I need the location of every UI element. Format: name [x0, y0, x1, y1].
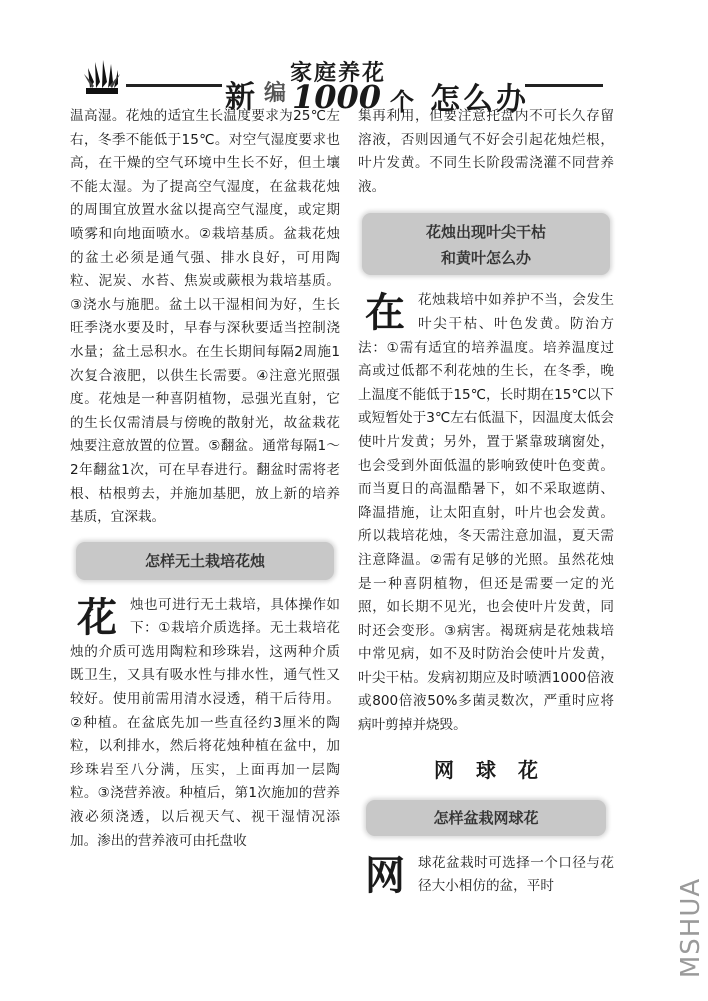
header-rule-left	[126, 84, 222, 87]
left-column	[70, 105, 340, 853]
banner-line-2: 和黄叶怎么办	[440, 249, 531, 268]
section-banner-soilless: 怎样无土栽培花烛	[76, 542, 334, 580]
right-paragraph-2	[358, 289, 614, 737]
right-column	[358, 105, 614, 899]
header-title-xin: 新	[225, 80, 255, 115]
header-rule-right	[525, 84, 603, 87]
header-title-ge: 个	[390, 88, 414, 116]
dropcap-zai: 在	[365, 289, 405, 337]
section-title-tennis-flower: 网球花	[434, 757, 560, 782]
plant-logo-icon	[82, 60, 122, 96]
banner-line-1: 花烛出现叶尖干枯	[425, 223, 546, 242]
header-title-how: 怎么办	[430, 82, 529, 117]
watermark	[678, 863, 704, 993]
header-title-bian: 编	[264, 81, 287, 106]
right-paragraph-2-text: 花烛栽培中如养护不当，会发生叶尖干枯、叶色发黄。防治方法：①需有适宜的培养温度。培养温度过高或过低都不利花烛的生长，在冬季，晚上温度不能低于15℃，长时期在15℃以下或短暂处于3℃左右低温下，因温度太低会使叶片发黄；另外，置于紧靠玻璃窗处，也会受到外面低温的影响致使叶色变黄。而当夏日的高温酷暑下，如不采取遮荫、降温措施，让太阳直射，叶片也会发黄。所以栽培花烛，冬天需注意加温，夏天需注意降温。②需有足够的光照。虽然花烛是一种喜阴植物，但还是需要一定的光照，如长期不见光，也会使叶片发黄，同时还会变形。③病害。褐斑病是花烛栽培中常见病，如不及时防治会使叶片发黄，叶尖干枯。发病初期应及时喷洒1000倍液或800倍液50%多菌灵数次，严重时应将病叶剪掉并烧毁。	[358, 292, 614, 734]
dropcap-wang: 网	[365, 851, 405, 899]
left-paragraph-1: 温高湿。花烛的适宜生长温度要求为25℃左右，冬季不能低于15℃。对空气湿度要求也高，在干燥的空气环境中生长不好，但土壤不能太湿。为了提高空气湿度，在盆栽花烛的周围宜放置水盆以提高空气湿度，或定期喷雾和向地面喷水。②栽培基质。盆栽花烛的盆土必须是通气强、排水良好，可用陶粒、泥炭、水苔、焦炭或蕨根为栽培基质。③浇水与施肥。盆土以干湿相间为好，生长旺季浇水要及时，早春与深秋要适当控制浇水量；盆土忌积水。在生长期间每隔2周施1次复合液肥，以供生长需要。④注意光照强度。花烛是一种喜阴植物，忌强光直射，它的生长仅需清晨与傍晚的散射光，故盆栽花烛要注意放置的位置。⑤翻盆。通常每隔1～2年翻盆1次，可在早春进行。翻盆时需将老根、枯根剪去，并施加基肥，放上新的培养基质，宜深栽。	[70, 108, 340, 526]
section-banner-yellow-leaves	[362, 213, 610, 275]
left-paragraph-2	[70, 594, 340, 854]
header-title-top: 家庭养花	[290, 60, 387, 86]
section-banner-potting: 怎样盆栽网球花	[366, 800, 606, 836]
header-title-number: 1000	[292, 78, 382, 116]
right-paragraph-1: 集再利用，但要注意托盘内不可长久存留溶液，否则因通气不好会引起花烛烂根，叶片发黄。不同生长阶段需浇灌不同营养液。	[358, 108, 614, 195]
left-paragraph-2-text: 烛也可进行无土栽培，具体操作如下：①栽培介质选择。无土栽培花烛的介质可选用陶粒和珍珠岩，这两种介质既卫生，又具有吸水性与排水性，通气性又较好。使用前需用清水浸透，稍干后待用。②种植。在盆底先加一些直径约3厘米的陶粒，以利排水，然后将花烛种植在盆中，加珍珠岩至八分满，压实，上面再加一层陶粒。③浇营养液。种植后，第1次施加的营养液必须浇透，以后视天气、视干湿情况添加。渗出的营养液可由托盘收	[70, 596, 340, 849]
right-paragraph-3	[358, 852, 614, 899]
watermark-text: MSHUA	[676, 877, 706, 979]
right-paragraph-3-text: 球花盆栽时可选择一个口径与花径大小相仿的盆，平时	[418, 854, 614, 895]
dropcap-hua: 花	[77, 593, 117, 641]
